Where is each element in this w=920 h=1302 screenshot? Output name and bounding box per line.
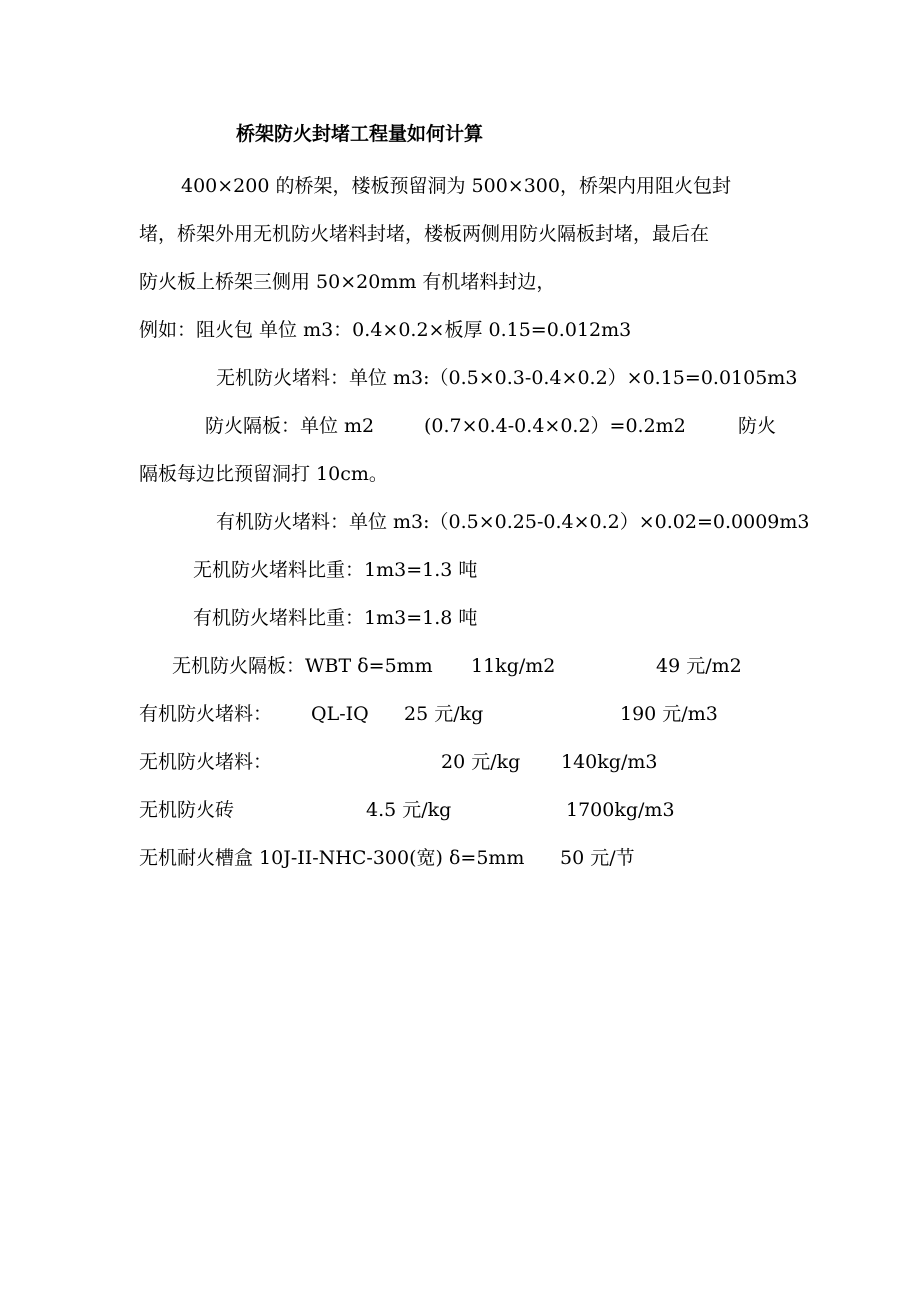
density-inorganic: 无机防火堵料比重：1m3=1.3 吨 (193, 559, 478, 581)
price-row-1-spec: 11kg/m2 (471, 655, 556, 677)
price-row-4-spec: 4.5 元/kg (366, 799, 452, 821)
price-row-1-name: 无机防火隔板：WBT δ=5mm (172, 655, 433, 677)
price-row-4-price: 1700kg/m3 (566, 799, 675, 821)
price-row-3-price: 140kg/m3 (561, 751, 658, 773)
document-title: 桥架防火封堵工程量如何计算 (236, 123, 484, 145)
price-row-2-spec: 25 元/kg (404, 703, 484, 725)
price-row-2-name: 有机防火堵料： (139, 703, 273, 725)
density-organic: 有机防火堵料比重：1m3=1.8 吨 (193, 607, 478, 629)
intro-line-3: 防火板上桥架三侧用 50×20mm 有机堵料封边， (139, 271, 556, 293)
example-inorganic-sealant: 无机防火堵料：单位 m3:（0.5×0.3-0.4×0.2）×0.15=0.0105m3 (216, 367, 798, 389)
example-fire-board-note: 隔板每边比预留洞打 10cm。 (139, 463, 388, 485)
intro-line-1: 400×200 的桥架，楼板预留洞为 500×300，桥架内用阻火包封 (181, 175, 731, 197)
example-fire-board-formula: (0.7×0.4-0.4×0.2）=0.2m2 (424, 415, 686, 437)
example-fire-board-label: 防火隔板：单位 m2 (205, 415, 375, 437)
example-organic-sealant: 有机防火堵料：单位 m3:（0.5×0.25-0.4×0.2）×0.02=0.0009m3 (216, 511, 810, 533)
price-row-3-name: 无机防火堵料： (139, 751, 273, 773)
price-row-2-price: 190 元/m3 (620, 703, 718, 725)
example-fire-board-tail: 防火 (738, 415, 777, 437)
price-row-2-model: QL-IQ (311, 703, 369, 725)
intro-line-2: 堵，桥架外用无机防火堵料封堵，楼板两侧用防火隔板封堵，最后在 (139, 223, 710, 245)
price-row-5-price: 50 元/节 (560, 847, 635, 869)
price-row-3-spec: 20 元/kg (441, 751, 521, 773)
example-fire-bag: 例如：阻火包 单位 m3：0.4×0.2×板厚 0.15=0.012m3 (139, 319, 632, 341)
price-row-1-price: 49 元/m2 (656, 655, 742, 677)
price-row-4-name: 无机防火砖 (139, 799, 235, 821)
price-row-5-name: 无机耐火槽盒 10J-II-NHC-300(宽) δ=5mm (139, 847, 525, 869)
